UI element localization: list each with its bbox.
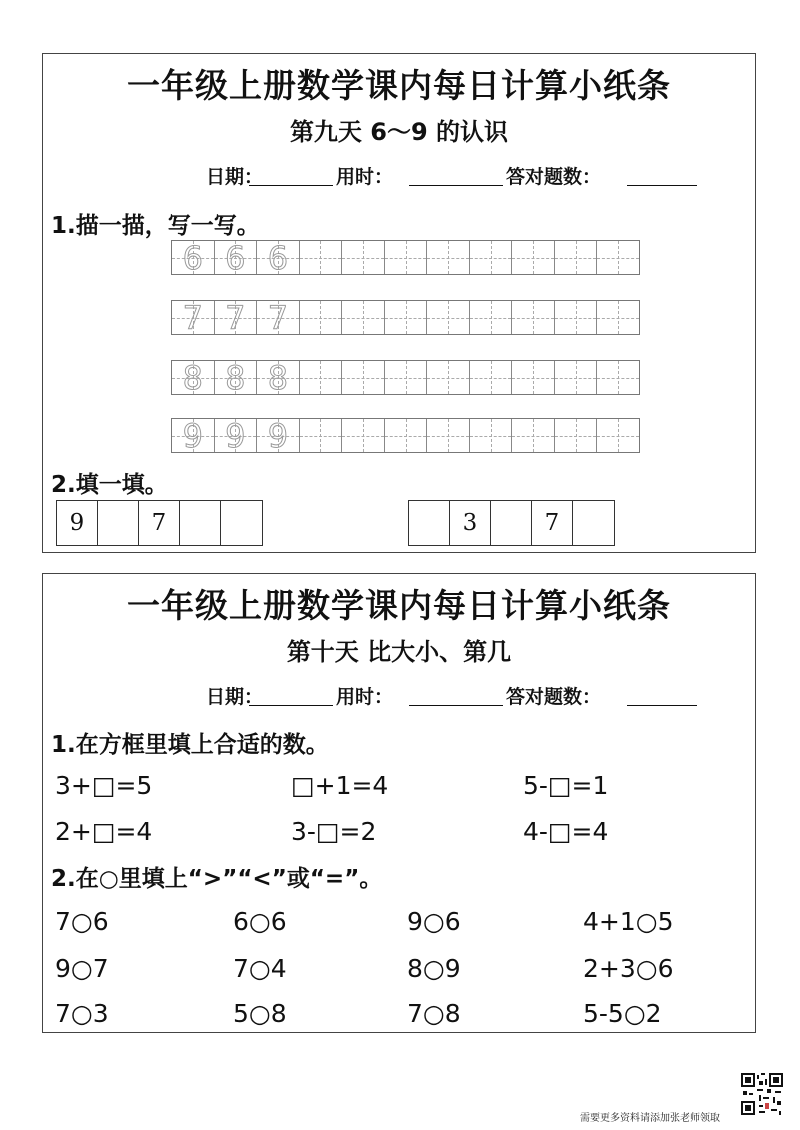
trace-row-9[interactable] bbox=[171, 418, 640, 453]
number-sequence-right bbox=[408, 500, 615, 546]
section-trace-write: 1.描一描，写一写。 bbox=[51, 213, 260, 239]
trace-digit: 6 bbox=[182, 239, 203, 277]
time-label: 用时： bbox=[336, 166, 394, 188]
date-label: 日期： bbox=[206, 686, 264, 708]
time-label: 用时： bbox=[336, 686, 394, 708]
seq-cell-blank[interactable] bbox=[491, 501, 532, 545]
worksheet-title: 一年级上册数学课内每日计算小纸条 bbox=[127, 586, 671, 625]
seq-cell: 7 bbox=[532, 501, 573, 545]
seq-cell-blank[interactable] bbox=[573, 501, 614, 545]
equation[interactable]: □+1=4 bbox=[291, 771, 389, 800]
equation[interactable]: 5-□=1 bbox=[523, 771, 609, 800]
correct-count-blank[interactable] bbox=[627, 185, 697, 186]
comparison[interactable]: 7○4 bbox=[233, 954, 287, 983]
section-fill-in: 2.填一填。 bbox=[51, 472, 168, 498]
number-sequence-left bbox=[56, 500, 263, 546]
comparison[interactable]: 7○6 bbox=[55, 907, 109, 936]
comparison[interactable]: 7○3 bbox=[55, 999, 109, 1028]
equation[interactable]: 3-□=2 bbox=[291, 817, 377, 846]
comparison[interactable]: 5○8 bbox=[233, 999, 287, 1028]
equation[interactable]: 3+□=5 bbox=[55, 771, 153, 800]
seq-cell: 3 bbox=[450, 501, 491, 545]
correct-count-label: 答对题数： bbox=[506, 686, 602, 708]
worksheet-subtitle: 第十天 比大小、第几 bbox=[286, 638, 512, 666]
trace-digit: 8 bbox=[225, 359, 246, 397]
trace-digit: 6 bbox=[225, 239, 246, 277]
time-blank[interactable] bbox=[409, 185, 503, 186]
section-fill-box: 1.在方框里填上合适的数。 bbox=[51, 732, 329, 758]
footer-note: 需要更多资料请添加张老师领取 bbox=[580, 1113, 720, 1124]
seq-cell: 7 bbox=[139, 501, 180, 545]
trace-digit: 6 bbox=[267, 239, 289, 277]
trace-digit: 9 bbox=[267, 417, 289, 455]
trace-digit: 8 bbox=[267, 359, 289, 397]
date-blank[interactable] bbox=[249, 185, 333, 186]
seq-cell-blank[interactable] bbox=[180, 501, 221, 545]
comparison[interactable]: 8○9 bbox=[407, 954, 461, 983]
comparison[interactable]: 7○8 bbox=[407, 999, 461, 1028]
trace-row-6[interactable] bbox=[171, 240, 640, 275]
comparison[interactable]: 9○7 bbox=[55, 954, 109, 983]
time-blank[interactable] bbox=[409, 705, 503, 706]
worksheet-title: 一年级上册数学课内每日计算小纸条 bbox=[127, 66, 671, 105]
comparison[interactable]: 2+3○6 bbox=[583, 954, 674, 983]
seq-cell-blank[interactable] bbox=[409, 501, 450, 545]
seq-cell: 9 bbox=[57, 501, 98, 545]
correct-count-label: 答对题数： bbox=[506, 166, 602, 188]
worksheet-subtitle: 第九天 6～9 的认识 bbox=[289, 118, 509, 146]
section-compare: 2.在○里填上“>”“<”或“=”。 bbox=[51, 866, 383, 892]
trace-row-7[interactable] bbox=[171, 300, 640, 335]
equation[interactable]: 2+□=4 bbox=[55, 817, 153, 846]
trace-digit: 7 bbox=[267, 299, 289, 337]
trace-digit: 7 bbox=[225, 299, 246, 337]
trace-digit: 8 bbox=[182, 359, 203, 397]
worksheet-day-9 bbox=[42, 53, 756, 553]
qr-code-icon[interactable] bbox=[741, 1073, 783, 1115]
trace-digit: 7 bbox=[182, 299, 203, 337]
trace-digit: 9 bbox=[225, 417, 246, 455]
seq-cell-blank[interactable] bbox=[98, 501, 139, 545]
date-blank[interactable] bbox=[249, 705, 333, 706]
trace-row-8[interactable] bbox=[171, 360, 640, 395]
correct-count-blank[interactable] bbox=[627, 705, 697, 706]
comparison[interactable]: 5-5○2 bbox=[583, 999, 662, 1028]
trace-digit: 9 bbox=[182, 417, 203, 455]
comparison[interactable]: 4+1○5 bbox=[583, 907, 674, 936]
date-label: 日期： bbox=[206, 166, 264, 188]
comparison[interactable]: 9○6 bbox=[407, 907, 461, 936]
worksheet-day-10 bbox=[42, 573, 756, 1033]
comparison[interactable]: 6○6 bbox=[233, 907, 287, 936]
equation[interactable]: 4-□=4 bbox=[523, 817, 609, 846]
seq-cell-blank[interactable] bbox=[221, 501, 262, 545]
